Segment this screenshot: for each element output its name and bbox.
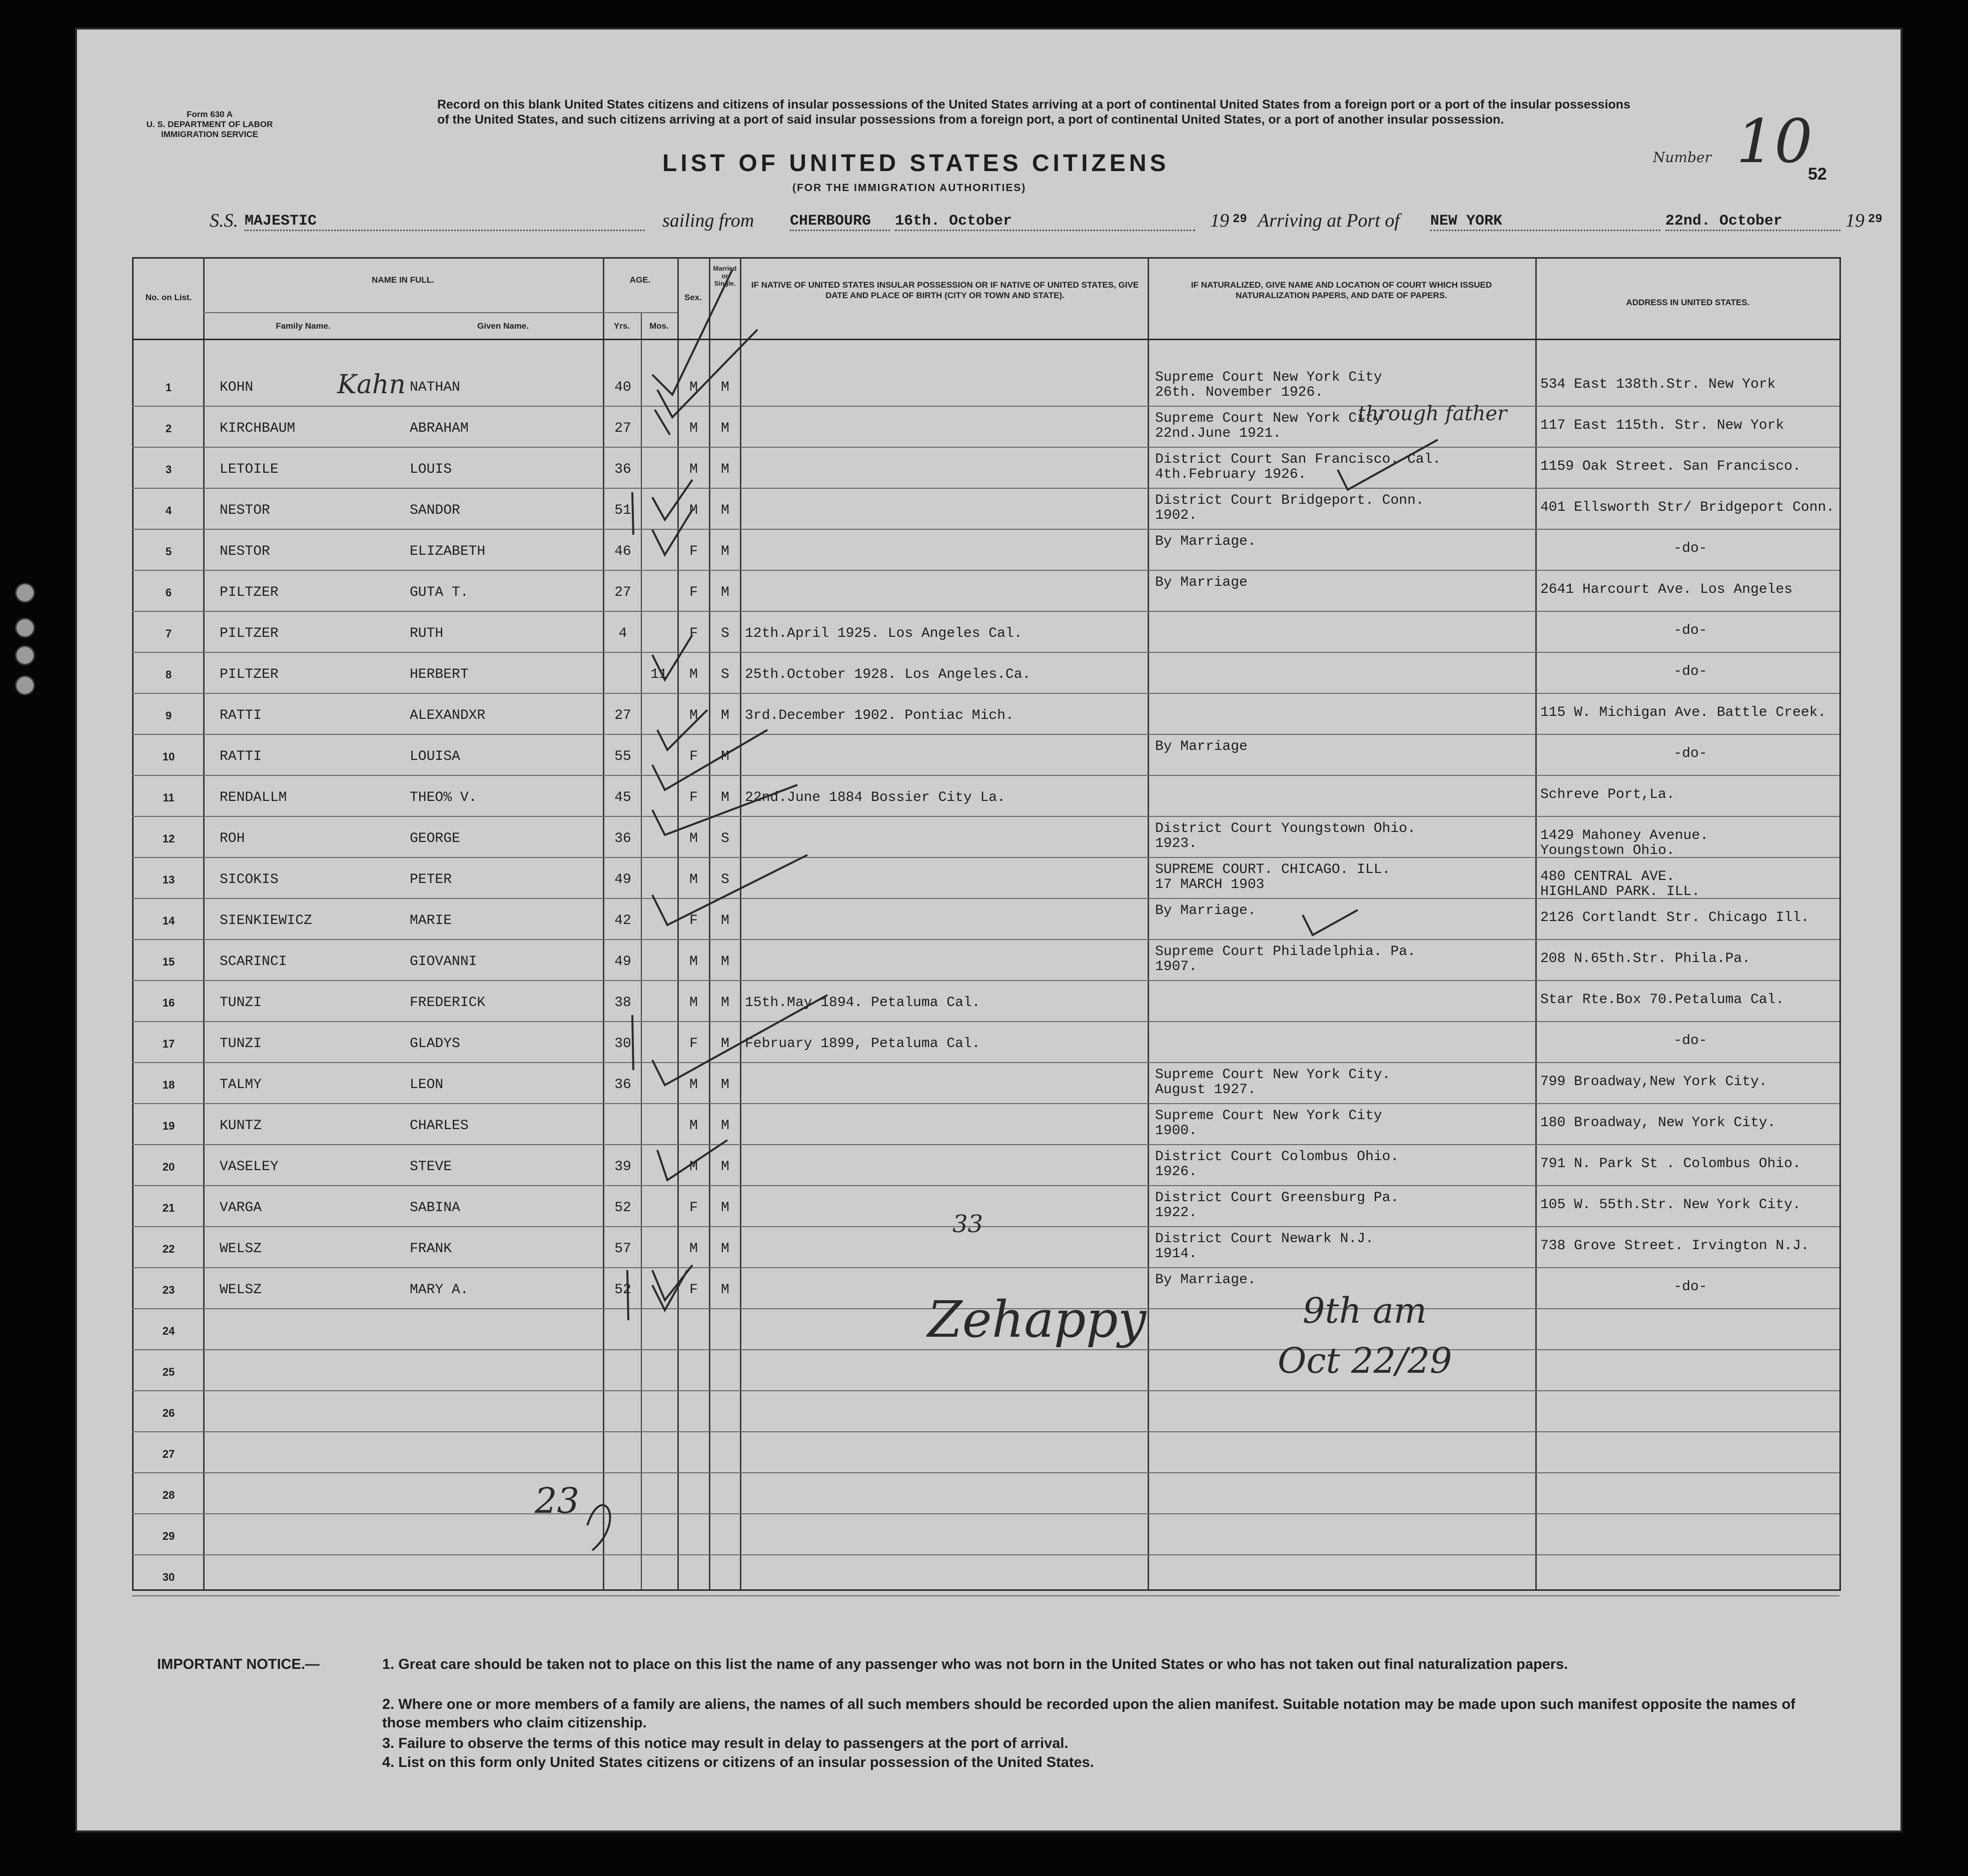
cell-ms: M bbox=[721, 544, 729, 559]
cell-family: VASELEY bbox=[220, 1159, 279, 1175]
cell-nat1: By Marriage. bbox=[1155, 903, 1256, 918]
cell-family: LETOILE bbox=[220, 462, 279, 477]
cell-sex: F bbox=[689, 1200, 698, 1216]
cell-sex: M bbox=[689, 421, 698, 436]
cell-addr1: 2641 Harcourt Ave. Los Angeles bbox=[1540, 582, 1793, 597]
cell-sex: F bbox=[689, 1282, 698, 1298]
depart-year: 29 bbox=[1233, 213, 1247, 226]
cell-sex: M bbox=[689, 708, 698, 723]
form-number: Form 630 A bbox=[187, 110, 233, 119]
cell-given: LEON bbox=[410, 1077, 444, 1093]
cell-yrs: 39 bbox=[614, 1159, 631, 1175]
cell-no: 21 bbox=[162, 1202, 175, 1214]
cell-sex: M bbox=[689, 503, 698, 518]
cell-family: WELSZ bbox=[220, 1241, 262, 1257]
cell-addr2: Youngstown Ohio. bbox=[1540, 843, 1675, 858]
cell-family: TUNZI bbox=[220, 995, 262, 1011]
cell-family: KUNTZ bbox=[220, 1118, 262, 1134]
cell-nat2: 1907. bbox=[1155, 959, 1198, 975]
cell-birth: 22nd.June 1884 Bossier City La. bbox=[745, 790, 1006, 805]
header-name-in-full: NAME IN FULL. bbox=[372, 275, 434, 285]
cell-sex: M bbox=[689, 667, 698, 682]
cell-nat1: Supreme Court New York City bbox=[1155, 411, 1382, 426]
cell-family: PILTZER bbox=[220, 667, 279, 682]
cell-given: MARY A. bbox=[410, 1282, 469, 1298]
cell-no: 7 bbox=[165, 627, 172, 640]
cell-ms: M bbox=[721, 1282, 729, 1298]
cell-family: KIRCHBAUM bbox=[220, 421, 296, 436]
page-subtitle: (FOR THE IMMIGRATION AUTHORITIES) bbox=[792, 182, 1027, 194]
cell-family: SCARINCI bbox=[220, 954, 287, 970]
cell-ms: M bbox=[721, 1077, 729, 1093]
cell-ms: M bbox=[721, 749, 729, 764]
ship-name: MAJESTIC bbox=[245, 213, 645, 231]
cell-given: ELIZABETH bbox=[410, 544, 486, 559]
cell-nat2: 4th.February 1926. bbox=[1155, 467, 1307, 482]
cell-no: 8 bbox=[165, 668, 172, 681]
cell-ms: S bbox=[721, 626, 729, 641]
cell-addr1: 2126 Cortlandt Str. Chicago Ill. bbox=[1540, 910, 1809, 925]
manifest-sheet bbox=[75, 28, 1902, 1832]
cell-yrs: 55 bbox=[614, 749, 631, 764]
punch-hole bbox=[15, 618, 35, 638]
cell-yrs: 4 bbox=[618, 626, 627, 641]
notice-heading: IMPORTANT NOTICE.— bbox=[157, 1656, 320, 1672]
cell-nat2: 1902. bbox=[1155, 508, 1198, 523]
cell-addr1: Schreve Port,La. bbox=[1540, 787, 1675, 802]
cell-addr1: -do- bbox=[1673, 623, 1707, 638]
cell-sex: M bbox=[689, 831, 698, 846]
cell-family: RATTI bbox=[220, 749, 262, 764]
arrive-date: 22nd. October bbox=[1665, 213, 1840, 231]
cell-no: 11 bbox=[163, 791, 175, 804]
cell-no: 13 bbox=[162, 873, 175, 886]
cell-yrs: 30 bbox=[614, 1036, 631, 1052]
cell-no: 28 bbox=[162, 1489, 175, 1501]
cell-no: 9 bbox=[165, 709, 172, 722]
cell-yrs: 49 bbox=[614, 872, 631, 887]
cell-ms: S bbox=[721, 667, 729, 682]
number-label: Number bbox=[1653, 149, 1711, 166]
cell-addr1: -do- bbox=[1673, 1033, 1707, 1049]
cell-addr1: 738 Grove Street. Irvington N.J. bbox=[1540, 1238, 1809, 1254]
cell-sex: M bbox=[689, 995, 698, 1011]
cell-given: STEVE bbox=[410, 1159, 452, 1175]
cell-ms: M bbox=[721, 954, 729, 970]
cell-given: SABINA bbox=[410, 1200, 460, 1216]
cell-nat2: 1922. bbox=[1155, 1205, 1198, 1221]
cell-addr1: -do- bbox=[1673, 664, 1707, 679]
cell-addr1: 480 CENTRAL AVE. bbox=[1540, 869, 1675, 884]
cell-given: GUTA T. bbox=[410, 585, 469, 600]
cell-no: 2 bbox=[165, 422, 172, 435]
cell-given: CHARLES bbox=[410, 1118, 469, 1134]
cell-yrs: 36 bbox=[614, 462, 631, 477]
cell-given: LOUIS bbox=[410, 462, 452, 477]
cell-no: 26 bbox=[162, 1407, 175, 1419]
cell-sex: M bbox=[689, 380, 698, 395]
cell-family: PILTZER bbox=[220, 626, 279, 641]
notice-item: 4. List on this form only United States citizens or citizens of an insular possession of the United States. bbox=[382, 1754, 1094, 1770]
cell-no: 24 bbox=[162, 1325, 175, 1337]
cell-nat1: District Court Colombus Ohio. bbox=[1155, 1149, 1399, 1165]
cell-sex: M bbox=[689, 954, 698, 970]
cell-no: 23 bbox=[162, 1284, 175, 1296]
cell-family: NESTOR bbox=[220, 544, 270, 559]
cell-yrs: 36 bbox=[614, 1077, 631, 1093]
kirchbaum-handwritten-note: through father bbox=[1358, 402, 1507, 425]
cell-addr1: 180 Broadway, New York City. bbox=[1540, 1115, 1776, 1131]
cell-no: 20 bbox=[162, 1161, 175, 1173]
header-address: ADDRESS IN UNITED STATES. bbox=[1626, 298, 1750, 307]
arriving-label: Arriving at Port of bbox=[1258, 210, 1400, 231]
cell-ms: M bbox=[721, 913, 729, 928]
cell-no: 27 bbox=[162, 1448, 175, 1460]
header-native: IF NATIVE OF UNITED STATES INSULAR POSSESSION OR IF NATIVE OF UNITED STATES, GIVE DATE AND PLACE OF BIRTH (CITY OR TOWN AND STATE). bbox=[751, 280, 1139, 300]
check-marks bbox=[77, 30, 1900, 1830]
ss-label: S.S. bbox=[210, 210, 238, 231]
cell-family: KOHN bbox=[220, 380, 254, 395]
cell-nat1: Supreme Court Philadelphia. Pa. bbox=[1155, 944, 1416, 960]
cell-addr1: -do- bbox=[1673, 541, 1707, 556]
cell-birth: 25th.October 1928. Los Angeles.Ca. bbox=[745, 667, 1031, 682]
cell-ms: M bbox=[721, 708, 729, 723]
cell-nat2: August 1927. bbox=[1155, 1082, 1256, 1098]
cell-sex: M bbox=[689, 1241, 698, 1257]
year-prefix-1: 19 bbox=[1210, 210, 1229, 231]
cell-sex: M bbox=[689, 1118, 698, 1134]
cell-yrs: 27 bbox=[614, 421, 631, 436]
cell-ms: M bbox=[721, 1036, 729, 1052]
cell-given: FREDERICK bbox=[410, 995, 486, 1011]
cell-family: SIENKIEWICZ bbox=[220, 913, 312, 928]
cell-nat1: District Court Newark N.J. bbox=[1155, 1231, 1374, 1247]
cell-addr1: 117 East 115th. Str. New York bbox=[1540, 418, 1784, 433]
cell-given: THEO% V. bbox=[410, 790, 477, 805]
cell-no: 5 bbox=[165, 545, 172, 558]
cell-yrs: 57 bbox=[614, 1241, 631, 1257]
cell-family: RENDALLM bbox=[220, 790, 287, 805]
cell-no: 4 bbox=[165, 504, 172, 517]
cell-mos: 11 bbox=[650, 667, 667, 682]
cell-no: 25 bbox=[162, 1366, 175, 1378]
punch-hole bbox=[15, 645, 35, 665]
cell-nat1: SUPREME COURT. CHICAGO. ILL. bbox=[1155, 862, 1391, 877]
cell-sex: F bbox=[689, 913, 698, 928]
cell-no: 30 bbox=[162, 1571, 175, 1583]
cell-given: ALEXANDXR bbox=[410, 708, 486, 723]
cell-family: WELSZ bbox=[220, 1282, 262, 1298]
notice-item: 3. Failure to observe the terms of this notice may result in delay to passengers at the port of arrival. bbox=[382, 1735, 1069, 1751]
cell-sex: M bbox=[689, 1159, 698, 1175]
header-no-on-list: No. on List. bbox=[145, 293, 192, 302]
cell-nat1: By Marriage bbox=[1155, 575, 1248, 590]
cell-addr1: 105 W. 55th.Str. New York City. bbox=[1540, 1197, 1801, 1213]
cell-yrs: 27 bbox=[614, 585, 631, 600]
cell-nat1: District Court Bridgeport. Conn. bbox=[1155, 493, 1424, 508]
cell-sex: F bbox=[689, 790, 698, 805]
cell-addr1: 799 Broadway,New York City. bbox=[1540, 1074, 1767, 1090]
cell-no: 14 bbox=[162, 914, 175, 927]
cell-addr1: 208 N.65th.Str. Phila.Pa. bbox=[1540, 951, 1751, 967]
cell-no: 22 bbox=[162, 1243, 175, 1255]
cell-family: PILTZER bbox=[220, 585, 279, 600]
page-count-mark: 33 bbox=[952, 1210, 983, 1238]
cell-family: RATTI bbox=[220, 708, 262, 723]
cell-yrs: 42 bbox=[614, 913, 631, 928]
cell-no: 12 bbox=[162, 832, 175, 845]
sailing-label: sailing from bbox=[662, 210, 754, 231]
cell-yrs: 52 bbox=[614, 1200, 631, 1216]
cell-sex: F bbox=[689, 626, 698, 641]
cell-addr1: 791 N. Park St . Colombus Ohio. bbox=[1540, 1156, 1801, 1172]
cell-sex: M bbox=[689, 462, 698, 477]
cell-family: VARGA bbox=[220, 1200, 262, 1216]
cell-nat1: Supreme Court New York City bbox=[1155, 370, 1382, 385]
cell-no: 18 bbox=[162, 1079, 175, 1091]
cell-yrs: 38 bbox=[614, 995, 631, 1011]
cell-yrs: 51 bbox=[614, 503, 631, 518]
cell-sex: M bbox=[689, 872, 698, 887]
cell-sex: F bbox=[689, 585, 698, 600]
cell-ms: M bbox=[721, 380, 729, 395]
notice-item: 2. Where one or more members of a family are aliens, the names of all such members should be recorded upon the alien manifest. Suitable notation may be made upon such manifest opposite the names of those members who claim citizenship. bbox=[382, 1696, 1795, 1731]
cell-sex: F bbox=[689, 1036, 698, 1052]
year-prefix-2: 19 bbox=[1845, 210, 1864, 231]
cell-birth: 12th.April 1925. Los Angeles Cal. bbox=[745, 626, 1023, 641]
cell-ms: M bbox=[721, 1200, 729, 1216]
signature-date: Oct 22/29 bbox=[1278, 1340, 1452, 1381]
cell-ms: S bbox=[721, 872, 729, 887]
cell-given: GLADYS bbox=[410, 1036, 460, 1052]
cell-ms: M bbox=[721, 421, 729, 436]
cell-given: PETER bbox=[410, 872, 452, 887]
cell-family: ROH bbox=[220, 831, 245, 846]
number-value: 10 bbox=[1736, 107, 1813, 177]
cell-ms: M bbox=[721, 585, 729, 600]
cell-addr1: 534 East 138th.Str. New York bbox=[1540, 377, 1776, 392]
cell-given: LOUISA bbox=[410, 749, 460, 764]
header-naturalized: IF NATURALIZED, GIVE NAME AND LOCATION OF COURT WHICH ISSUED NATURALIZATION PAPERS, AND DATE OF PAPERS. bbox=[1191, 280, 1492, 300]
cell-sex: F bbox=[689, 544, 698, 559]
cell-addr1: -do- bbox=[1673, 1279, 1707, 1295]
cell-given: NATHAN bbox=[410, 380, 460, 395]
cell-family: SICOKIS bbox=[220, 872, 279, 887]
cell-birth: February 1899, Petaluma Cal. bbox=[745, 1036, 980, 1052]
cell-sex: M bbox=[689, 1077, 698, 1093]
from-port: CHERBOURG bbox=[790, 213, 890, 231]
cell-addr2: HIGHLAND PARK. ILL. bbox=[1540, 884, 1700, 899]
cell-nat1: District Court San Francisco. Cal. bbox=[1155, 452, 1441, 467]
cell-family: TUNZI bbox=[220, 1036, 262, 1052]
cell-yrs: 27 bbox=[614, 708, 631, 723]
cell-no: 16 bbox=[162, 997, 175, 1009]
cell-given: GIOVANNI bbox=[410, 954, 477, 970]
kohn-handwritten-note: Kahn bbox=[337, 370, 406, 400]
cell-family: NESTOR bbox=[220, 503, 270, 518]
cell-yrs: 36 bbox=[614, 831, 631, 846]
cell-no: 10 bbox=[162, 750, 175, 763]
header-family-name: Family Name. bbox=[276, 321, 331, 331]
cell-addr1: 1159 Oak Street. San Francisco. bbox=[1540, 459, 1801, 474]
cell-yrs: 46 bbox=[614, 544, 631, 559]
page-title: LIST OF UNITED STATES CITIZENS bbox=[662, 150, 1170, 177]
cell-nat1: District Court Greensburg Pa. bbox=[1155, 1190, 1399, 1206]
cell-ms: M bbox=[721, 995, 729, 1011]
cell-nat1: Supreme Court New York City bbox=[1155, 1108, 1382, 1124]
cell-addr1: Star Rte.Box 70.Petaluma Cal. bbox=[1540, 992, 1784, 1008]
inspector-signature: Zehappy bbox=[927, 1290, 1147, 1349]
signature-time: 9th am bbox=[1303, 1290, 1427, 1331]
cell-nat2: 26th. November 1926. bbox=[1155, 385, 1324, 400]
cell-nat1: By Marriage bbox=[1155, 739, 1248, 754]
header-age: AGE. bbox=[629, 275, 651, 285]
cell-ms: M bbox=[721, 1241, 729, 1257]
cell-no: 19 bbox=[162, 1120, 175, 1132]
department: U. S. DEPARTMENT OF LABOR bbox=[146, 120, 273, 129]
cell-nat2: 17 MARCH 1903 bbox=[1155, 877, 1265, 892]
cell-ms: M bbox=[721, 790, 729, 805]
cell-nat1: Supreme Court New York City. bbox=[1155, 1067, 1391, 1083]
cell-addr1: 401 Ellsworth Str/ Bridgeport Conn. bbox=[1540, 500, 1835, 515]
punch-hole bbox=[15, 583, 35, 603]
cell-nat1: District Court Youngstown Ohio. bbox=[1155, 821, 1416, 836]
cell-no: 15 bbox=[162, 956, 175, 968]
punch-hole bbox=[15, 675, 35, 695]
cell-nat1: By Marriage. bbox=[1155, 534, 1256, 549]
cell-ms: M bbox=[721, 1118, 729, 1134]
cell-yrs: 49 bbox=[614, 954, 631, 970]
cell-ms: M bbox=[721, 462, 729, 477]
cell-nat2: 1914. bbox=[1155, 1246, 1198, 1262]
header-yrs: Yrs. bbox=[613, 321, 630, 331]
cell-ms: M bbox=[721, 503, 729, 518]
cell-addr1: -do- bbox=[1673, 746, 1707, 761]
cell-ms: S bbox=[721, 831, 729, 846]
cell-family: TALMY bbox=[220, 1077, 262, 1093]
cell-given: HERBERT bbox=[410, 667, 469, 682]
cell-birth: 15th.May 1894. Petaluma Cal. bbox=[745, 995, 980, 1011]
cell-no: 1 bbox=[165, 381, 172, 394]
cell-yrs: 40 bbox=[614, 380, 631, 395]
header-married-single: Married or Single. bbox=[713, 265, 737, 287]
service: IMMIGRATION SERVICE bbox=[161, 130, 258, 139]
arrive-year: 29 bbox=[1868, 213, 1882, 226]
intro-text: Record on this blank United States citizens and citizens of insular possessions of the United States arriving at a port of continental United States from a foreign port or a port of the insular possessions of the United States, and such citizens arriving at a port of said insular possessions from a foreign port, a port of continental United States, or a port of another insular possession. bbox=[437, 98, 1631, 127]
cell-nat2: 1926. bbox=[1155, 1164, 1198, 1180]
cell-sex: F bbox=[689, 749, 698, 764]
cell-no: 6 bbox=[165, 586, 172, 599]
cell-addr1: 1429 Mahoney Avenue. bbox=[1540, 828, 1709, 843]
cell-given: MARIE bbox=[410, 913, 452, 928]
header-mos: Mos. bbox=[649, 321, 669, 331]
cell-no: 17 bbox=[162, 1038, 175, 1050]
cell-given: FRANK bbox=[410, 1241, 452, 1257]
notice-item: 1. Great care should be taken not to place on this list the name of any passenger who was not born in the United States or who has not taken out final naturalization papers. bbox=[382, 1656, 1568, 1672]
cell-nat1: By Marriage. bbox=[1155, 1272, 1256, 1288]
header-given-name: Given Name. bbox=[477, 321, 529, 331]
cell-given: ABRAHAM bbox=[410, 421, 469, 436]
cell-given: RUTH bbox=[410, 626, 444, 641]
cell-yrs: 52 bbox=[614, 1282, 631, 1298]
cell-nat2: 1923. bbox=[1155, 836, 1198, 851]
bottom-mark: 23 bbox=[535, 1480, 580, 1521]
depart-date: 16th. October bbox=[895, 213, 1195, 231]
header-sex: Sex. bbox=[684, 293, 702, 302]
cell-yrs: 45 bbox=[614, 790, 631, 805]
cell-given: GEORGE bbox=[410, 831, 460, 846]
cell-no: 3 bbox=[165, 463, 172, 476]
cell-birth: 3rd.December 1902. Pontiac Mich. bbox=[745, 708, 1014, 723]
cell-nat2: 1900. bbox=[1155, 1123, 1198, 1139]
cell-addr1: 115 W. Michigan Ave. Battle Creek. bbox=[1540, 705, 1826, 720]
page-number: 52 bbox=[1808, 165, 1827, 184]
cell-no: 29 bbox=[162, 1530, 175, 1542]
cell-nat2: 22nd.June 1921. bbox=[1155, 426, 1282, 441]
cell-given: SANDOR bbox=[410, 503, 460, 518]
cell-ms: M bbox=[721, 1159, 729, 1175]
arrive-port: NEW YORK bbox=[1430, 213, 1660, 231]
